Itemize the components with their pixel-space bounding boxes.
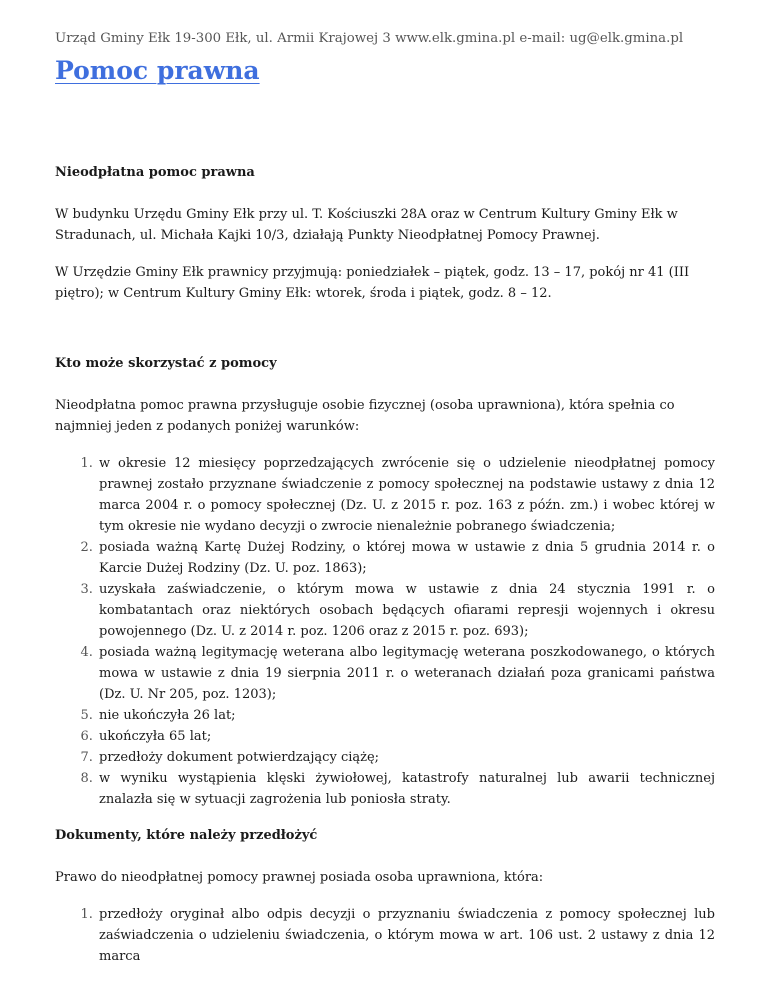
list-item: 2. posiada ważną Kartę Dużej Rodziny, o której mowa w ustawie z dnia 5 grudnia 2014 r. o Karcie Dużej Rodziny (Dz. U. poz. 1863); (97, 537, 715, 579)
section-free-legal-aid (55, 162, 715, 304)
list-item: 3. uzyskała zaświadczenie, o którym mowa w ustawie z dnia 24 stycznia 1991 r. o kombatantach oraz niektórych osobach będących ofiarami represji wojennych i okresu powojennego (Dz. U. z 2014 r. poz. 1206 oraz z 2015 r. poz. 693); (97, 579, 715, 642)
section-heading: Dokumenty, które należy przedłożyć (55, 828, 318, 843)
paragraph: W Urzędzie Gminy Ełk prawnicy przyjmują: poniedziałek – piątek, godz. 13 – 17, pokój nr 41 (III piętro); w Centrum Kultury Gminy Ełk: wtorek, środa i piątek, godz. 8 – 12. (55, 265, 690, 301)
list-item: 6. ukończyła 65 lat; (97, 726, 715, 747)
list-item: 1. przedłoży oryginał albo odpis decyzji o przyznaniu świadczenia z pomocy społecznej lub zaświadczenia o udzieleniu świadczenia, o którym mowa w art. 106 ust. 2 ustawy z dnia 12 marca (97, 904, 715, 967)
list-item: 5. nie ukończyła 26 lat; (97, 705, 715, 726)
paragraph: Nieodpłatna pomoc prawna przysługuje osobie fizycznej (osoba uprawniona), która spełnia co najmniej jeden z podanych poniżej warunków: (55, 398, 675, 434)
list-item: 7. przedłoży dokument potwierdzający ciążę; (97, 747, 715, 768)
page-title[interactable]: Pomoc prawna (55, 56, 260, 85)
list-item: 1. w okresie 12 miesięcy poprzedzających zwrócenie się o udzielenie nieodpłatnej pomocy prawnej zostało przyznane świadczenie z pomocy społecznej na podstawie ustawy z dnia 12 marca 2004 r. o pomocy społecznej (Dz. U. z 2015 r. poz. 163 z późn. zm.) i wobec której w tym okresie nie wydano decyzji o zwrocie nienależnie pobranego świadczenia; (97, 453, 715, 537)
section-heading: Nieodpłatna pomoc prawna (55, 165, 255, 180)
list-item: 4. posiada ważną legitymację weterana albo legitymację weterana poszkodowanego, o których mowa w ustawie z dnia 19 sierpnia 2011 r. o weteranach działań poza granicami państwa (Dz. U. Nr 205, poz. 1203); (97, 642, 715, 705)
paragraph: Prawo do nieodpłatnej pomocy prawnej posiada osoba uprawniona, która: (55, 870, 544, 885)
office-header: Urząd Gminy Ełk 19-300 Ełk, ul. Armii Krajowej 3 www.elk.gmina.pl e-mail: ug@elk.gmina.pl (55, 31, 684, 46)
list-item: 8. w wyniku wystąpienia klęski żywiołowej, katastrofy naturalnej lub awarii technicznej znalazła się w sytuacji zagrożenia lub poniosła straty. (97, 768, 715, 810)
section-heading: Kto może skorzystać z pomocy (55, 356, 277, 371)
documents-list (55, 904, 715, 967)
section-documents (55, 825, 715, 967)
section-who-can-use (55, 353, 715, 810)
paragraph: W budynku Urzędu Gminy Ełk przy ul. T. Kościuszki 28A oraz w Centrum Kultury Gminy Ełk w Stradunach, ul. Michała Kajki 10/3, działają Punkty Nieodpłatnej Pomocy Prawnej. (55, 207, 678, 243)
eligibility-list (55, 453, 715, 810)
